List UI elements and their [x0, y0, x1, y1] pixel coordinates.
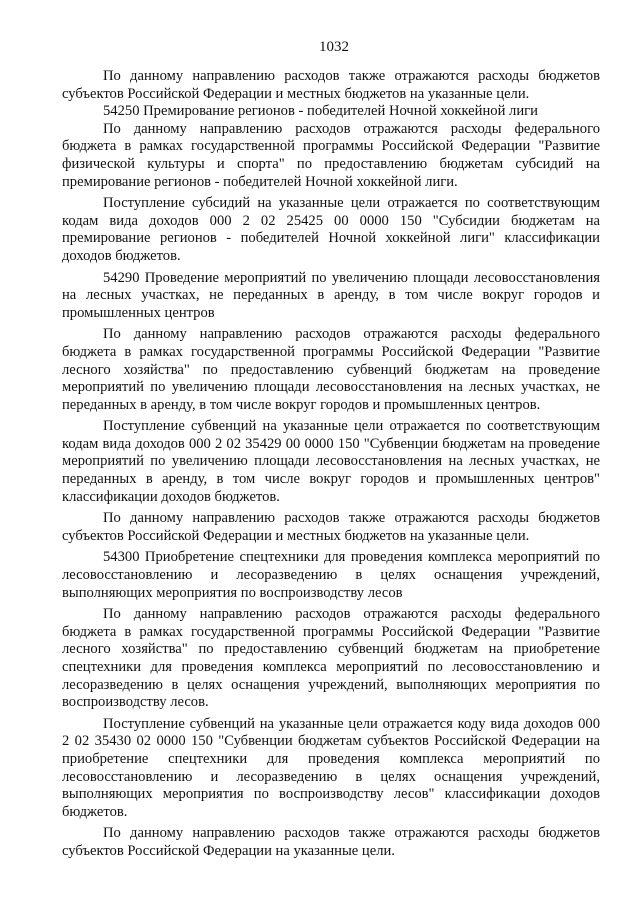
heading-54290: 54290 Проведение мероприятий по увеличению площади лесовосстановления на лесных участках, не переданных в аренду, в том числе вокруг городов и промышленных центров	[62, 269, 600, 321]
paragraph-54290-subvention-receipt: Поступление субвенций на указанные цели отражается по соответствующим кодам вида доходов 000 2 02 35429 00 0000 150 "Субвенции бюджетам на проведение мероприятий по увеличению площади лесовосстановления на лесных участках, не переданных в аренду, в том числе вокруг городов и промышленных центров" классификации доходов бюджетов.	[62, 418, 600, 505]
paragraph-54250-subsidy-receipt: Поступление субсидий на указанные цели отражается по соответствующим кодам вида доходов 000 2 02 25425 00 0000 150 "Субсидии бюджетам на премирование регионов - победителей Ночной хоккейной лиги" классификации доходов бюджетов.	[62, 195, 600, 264]
heading-54250: 54250 Премирование регионов - победителей Ночной хоккейной лиги	[103, 103, 538, 120]
page-number: 1032	[319, 39, 349, 55]
paragraph-54250-federal-expenses: По данному направлению расходов отражаются расходы федерального бюджета в рамках государственной программы Российской Федерации "Развитие физической культуры и спорта" по предоставлению бюджетам субсидий на премирование регионов - победителей Ночной хоккейной лиги.	[62, 120, 600, 190]
paragraph-54290-federal-expenses: По данному направлению расходов отражаются расходы федерального бюджета в рамках государственной программы Российской Федерации "Развитие лесного хозяйства" по предоставлению субвенций бюджетам на проведение мероприятий по увеличению площади лесовосстановления на лесных участках, не переданных в аренду, в том числе вокруг городов и промышленных центров.	[62, 326, 600, 413]
paragraph-54300-subvention-receipt: Поступление субвенций на указанные цели отражается коду вида доходов 000 2 02 35430 02 0000 150 "Субвенции бюджетам субъектов Российской Федерации на приобретение спецтехники для проведения комплекса мероприятий по лесовосстановлению и лесоразведению в целях оснащения учреждений, выполняющих мероприятия по воспроизводству лесов" классификации доходов бюджетов.	[62, 715, 600, 820]
paragraph-budgets-also-reflected-1: По данному направлению расходов также отражаются расходы бюджетов субъектов Российской Федерации и местных бюджетов на указанные цели.	[62, 68, 600, 102]
paragraph-budgets-also-reflected-3: По данному направлению расходов также отражаются расходы бюджетов субъектов Российской Федерации на указанные цели.	[62, 825, 600, 859]
document-page	[62, 38, 600, 861]
heading-54300: 54300 Приобретение спецтехники для проведения комплекса мероприятий по лесовосстановлению и лесоразведению в целях оснащения учреждений, выполняющих мероприятия по воспроизводству лесов	[62, 549, 600, 601]
paragraph-budgets-also-reflected-2: По данному направлению расходов также отражаются расходы бюджетов субъектов Российской Федерации и местных бюджетов на указанные цели.	[62, 510, 600, 544]
paragraph-54300-federal-expenses: По данному направлению расходов отражаются расходы федерального бюджета в рамках государственной программы Российской Федерации "Развитие лесного хозяйства" по предоставлению субвенций бюджетам на приобретение спецтехники для проведения комплекса мероприятий по лесовосстановлению и лесоразведению в целях оснащения учреждений, выполняющих мероприятия по воспроизводству лесов.	[62, 606, 600, 711]
